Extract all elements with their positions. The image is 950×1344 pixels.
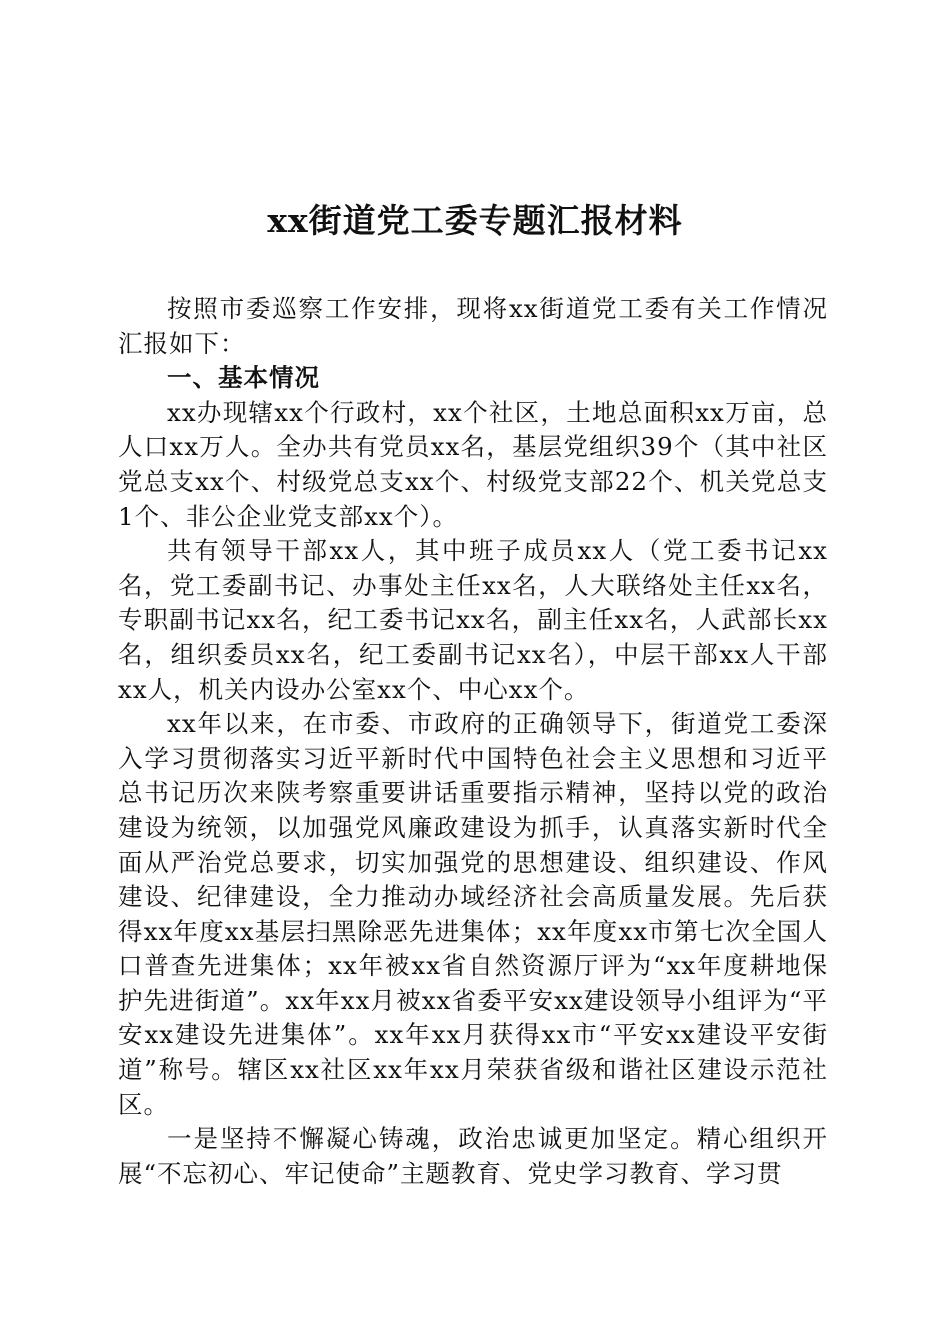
intro-paragraph: 按照市委巡察工作安排，现将xx街道党工委有关工作情况汇报如下： [118, 294, 828, 358]
section-heading-basic-situation: 一、基本情况 [167, 363, 320, 393]
document-title: xx街道党工委专题汇报材料 [267, 201, 683, 240]
document-body [118, 292, 828, 1191]
paragraph-leadership: 共有领导干部xx人，其中班子成员xx人（党工委书记xx名，党工委副书记、办事处主任xx名，人大联络处主任xx名，专职副书记xx名，纪工委书记xx名，副主任xx名，人武部长xx名，组织委员xx名，纪工委副书记xx名），中层干部xx人干部xx人，机关内设办公室xx个、中心xx个。 [118, 536, 828, 704]
paragraph-achievements: xx年以来，在市委、市政府的正确领导下，街道党工委深入学习贯彻落实习近平新时代中国特色社会主义思想和习近平总书记历次来陕考察重要讲话重要指示精神，坚持以党的政治建设为统领，以加强党风廉政建设为抓手，认真落实新时代全面从严治党总要求，切实加强党的思想建设、组织建设、作风建设、纪律建设，全力推动办域经济社会高质量发展。先后获得xx年度xx基层扫黑除恶先进集体；xx年度xx市第七次全国人口普查先进集体；xx年被xx省自然资源厅评为“xx年度耕地保护先进街道”。xx年xx月被xx省委平安xx建设领导小组评为“平安xx建设先进集体”。xx年xx月获得xx市“平安xx建设平安街道”称号。辖区xx社区xx年xx月荣获省级和谐社区建设示范社区。 [118, 709, 828, 1119]
paragraph-political-loyalty: 一是坚持不懈凝心铸魂，政治忠诚更加坚定。精心组织开展“不忘初心、牢记使命”主题教育、党史学习教育、学习贯 [118, 1124, 828, 1188]
paragraph-overview: xx办现辖xx个行政村，xx个社区，土地总面积xx万亩，总人口xx万人。全办共有党员xx名，基层党组织39个（其中社区党总支xx个、村级党总支xx个、村级党支部22个、机关党总支1个、非公企业党支部xx个）。 [118, 397, 828, 531]
